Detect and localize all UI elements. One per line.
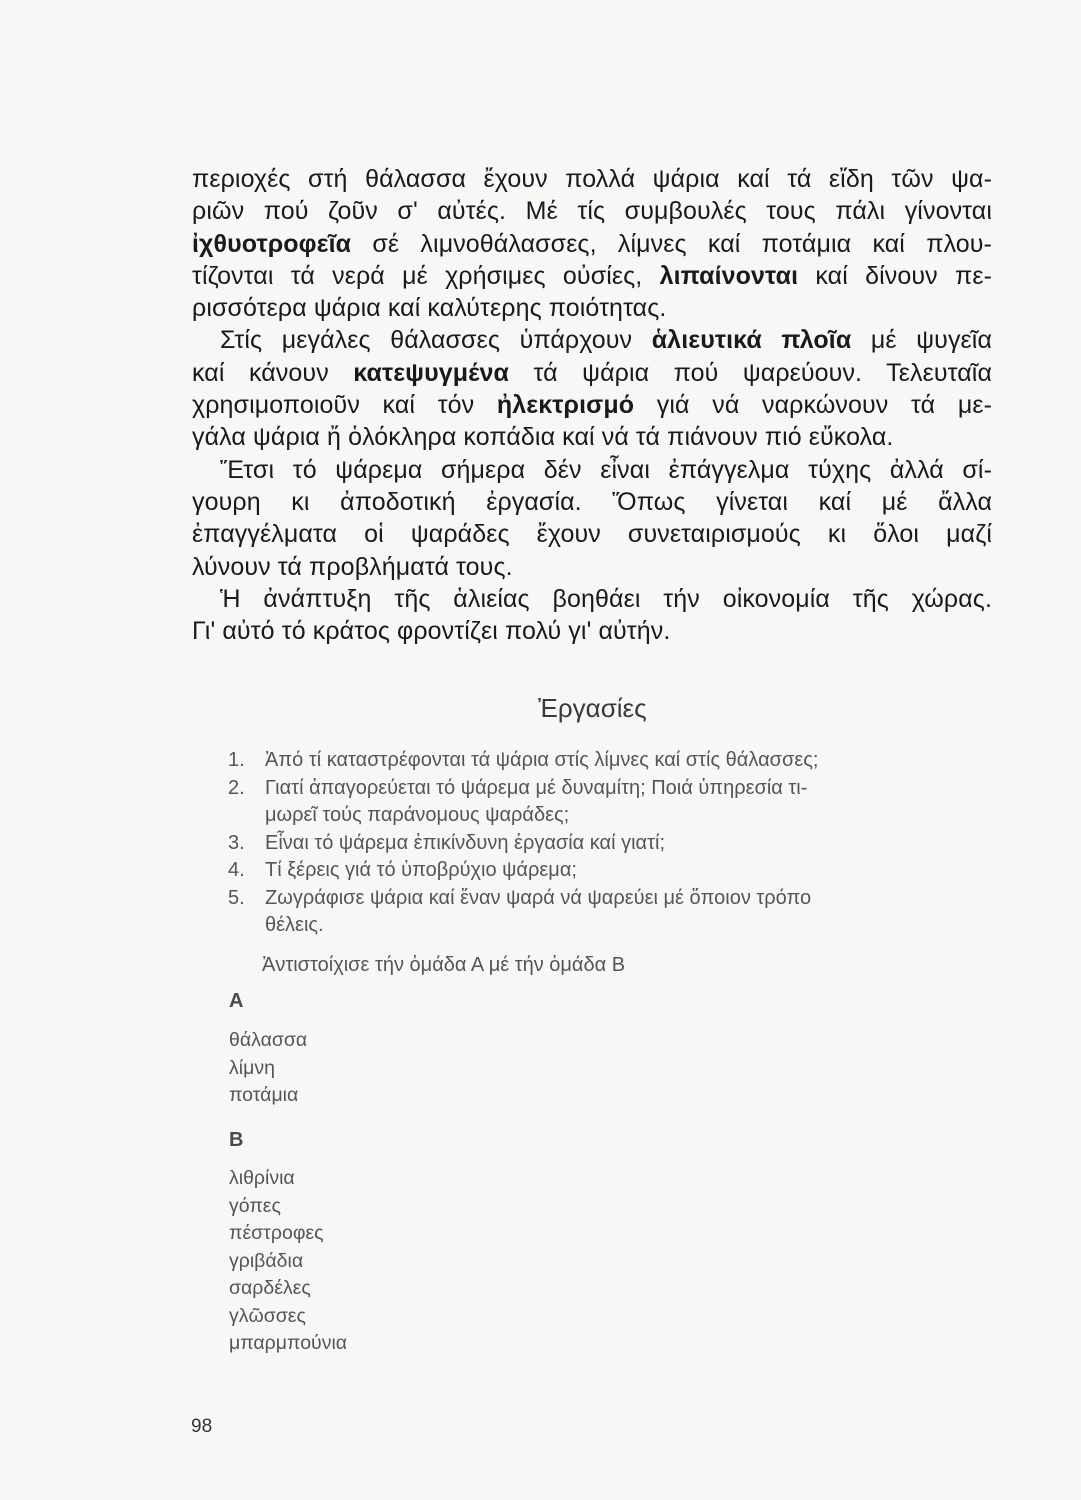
bold-term: λιπαίνονται <box>659 261 799 290</box>
exercise-text: Γιατί ἀπαγορεύεται τό ψάρεμα μέ δυναμίτη; Ποιά ὑπηρεσία τι- <box>265 776 808 799</box>
exercise-list <box>228 747 988 940</box>
exercise-number: 5. <box>228 886 245 909</box>
exercise-text-continued: θέλεις. <box>265 914 324 936</box>
text-segment: χρησιμοποιοῦν καί τόν <box>192 391 497 420</box>
bold-term: ἰχθυοτροφεῖα <box>192 229 352 258</box>
text-line: ρισσότερα ψάρια καί καλύτερης ποιότητας. <box>192 294 667 323</box>
text-segment: τίζονται τά νερά μέ χρήσιμες οὐσίες, <box>192 261 660 290</box>
list-item: λιθρίνια <box>229 1167 295 1189</box>
bold-term: κατεψυγμένα <box>353 358 510 387</box>
group-b-list <box>229 1165 347 1358</box>
text-line: γάλα ψάρια ἤ ὁλόκληρα κοπάδια καί νά τά πιάνουν πιό εὔκολα. <box>192 423 894 452</box>
list-item: πέστροφες <box>229 1222 324 1244</box>
exercise-item-3 <box>228 830 988 858</box>
exercise-number: 4. <box>228 859 245 881</box>
list-item: γριβάδια <box>229 1249 304 1272</box>
main-text <box>192 163 992 647</box>
exercise-item-2 <box>228 775 988 803</box>
text-segment: γιά νά ναρκώνουν τά με- <box>634 391 993 420</box>
list-item: γλῶσσες <box>229 1304 306 1327</box>
text-segment: καί δίνουν πε- <box>798 261 992 290</box>
exercise-text: Τί ξέρεις γιά τό ὑποβρύχιο ψάρεμα; <box>265 859 577 881</box>
text-line: Ἡ ἀνάπτυξη τῆς ἁλιείας βοηθάει τήν οἰκονομία τῆς χώρας. <box>220 584 992 613</box>
text-line <box>192 357 992 389</box>
group-a-list <box>229 1027 307 1110</box>
exercises-heading: Ἐργασίες <box>538 693 647 723</box>
text-line: ἐπαγγέλματα οἱ ψαράδες ἔχουν συνεταιρισμούς κι ὅλοι μαζί <box>192 520 992 549</box>
list-item: σαρδέλες <box>229 1277 311 1299</box>
text-line <box>192 260 992 292</box>
group-a-label: Α <box>229 990 244 1012</box>
text-line: ριῶν πού ζοῦν σ' αὐτές. Μέ τίς συμβουλές τους πάλι γίνονται <box>192 197 992 226</box>
exercise-text: Ζωγράφισε ψάρια καί ἕναν ψαρά νά ψαρεύει μέ ὅποιον τρόπο <box>265 886 812 909</box>
exercise-item-5 <box>228 885 988 913</box>
page-number: 98 <box>191 1416 213 1437</box>
text-line: λύνουν τά προβλήματά τους. <box>192 552 513 581</box>
bold-term: ἁλιευτικά πλοῖα <box>651 326 852 355</box>
group-b-label: Β <box>229 1129 244 1151</box>
list-item: λίμνη <box>229 1056 275 1079</box>
exercise-item-4 <box>228 857 988 885</box>
text-line: Ἔτσι τό ψάρεμα σήμερα δέν εἶναι ἐπάγγελμα τύχης ἀλλά σί- <box>220 455 992 484</box>
text-line <box>192 324 992 356</box>
text-line: περιοχές στή θάλασσα ἔχουν πολλά ψάρια καί τά εἴδη τῶν ψα- <box>192 165 992 193</box>
exercise-item-1 <box>228 747 988 775</box>
bold-term: ἠλεκτρισμό <box>496 391 635 420</box>
text-segment: τά ψάρια πού ψαρεύουν. Τελευταῖα <box>509 358 992 387</box>
text-line: Γι' αὐτό τό κράτος φροντίζει πολύ γι' αὐτήν. <box>192 617 671 646</box>
text-segment: Στίς μεγάλες θάλασσες ὑπάρχουν <box>220 326 652 355</box>
list-item: ποτάμια <box>229 1084 299 1106</box>
list-item: μπαρμπούνια <box>229 1332 348 1354</box>
exercise-number: 2. <box>228 776 245 799</box>
exercise-text-continued: μωρεῖ τούς παράνομους ψαράδες; <box>265 804 570 826</box>
exercise-text: Ἀπό τί καταστρέφονται τά ψάρια στίς λίμνες καί στίς θάλασσες; <box>265 749 819 771</box>
matching-instruction: Ἀντιστοίχισε τήν ὁμάδα Α μέ τήν ὁμάδα Β <box>262 954 626 976</box>
exercise-text: Εἶναι τό ψάρεμα ἐπικίνδυνη ἐργασία καί γιατί; <box>265 831 666 854</box>
text-segment: μέ ψυγεῖα <box>851 326 992 355</box>
exercise-number: 1. <box>228 749 245 771</box>
text-line <box>192 389 992 421</box>
list-item: θάλασσα <box>229 1029 308 1051</box>
text-line: γουρη κι ἀποδοτική ἐργασία. Ὅπως γίνεται καί μέ ἄλλα <box>192 487 992 516</box>
text-segment: σέ λιμνοθάλασσες, λίμνες καί ποτάμια καί πλου- <box>351 229 992 258</box>
text-segment: καί κάνουν <box>192 358 354 387</box>
exercise-number: 3. <box>228 831 245 854</box>
text-line <box>192 228 992 260</box>
list-item: γόπες <box>229 1194 281 1217</box>
